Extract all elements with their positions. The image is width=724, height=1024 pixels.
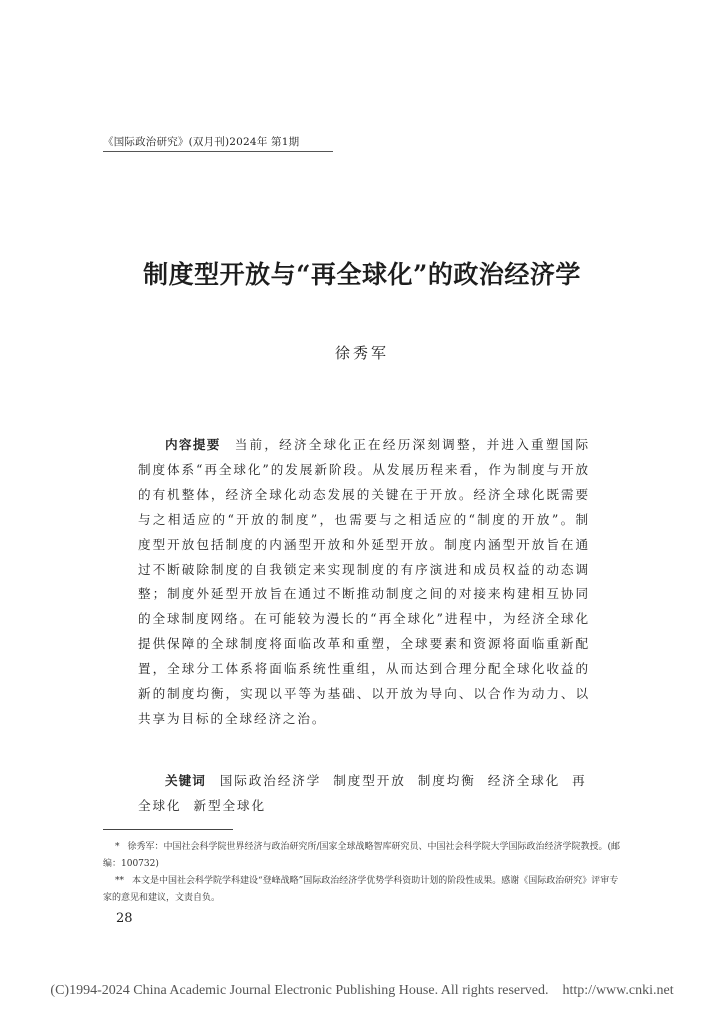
keyword: 国际政治经济学 [219, 773, 322, 788]
keyword: 再全球化 [138, 773, 587, 813]
footnote-mark: ** [115, 876, 124, 886]
abstract [138, 433, 590, 732]
abstract-label: 内容提要 [165, 437, 221, 452]
footnote-funding [103, 873, 623, 906]
footnote-divider [103, 829, 233, 830]
footnotes [103, 839, 623, 907]
copyright-notice [0, 981, 724, 1001]
author-name: 徐秀军 [334, 344, 389, 362]
copyright-text: (C)1994-2024 China Academic Journal Electronic Publishing House. All rights reserved. [50, 983, 549, 998]
keywords-label: 关键词 [165, 773, 206, 788]
keywords [138, 769, 590, 819]
article-title: 制度型开放与“再全球化”的政治经济学 [143, 260, 581, 289]
page-number: 28 [116, 911, 133, 926]
footnote-author [103, 839, 623, 872]
cnki-link[interactable]: http://www.cnki.net [562, 983, 674, 998]
footnote-text: 本文是中国社会科学院学科建设“登峰战略”国际政治经济学优势学科资助计划的阶段性成果。感谢《国际政治研究》评审专家的意见和建议，文责自负。 [103, 876, 619, 903]
abstract-text: 当前，经济全球化正在经历深刻调整，并进入重塑国际制度体系“再全球化”的发展新阶段。从发展历程来看，作为制度与开放的有机整体，经济全球化动态发展的关键在于开放。经济全球化既需要与之相适应的“开放的制度”，也需要与之相适应的“制度的开放”。制度型开放包括制度的内涵型开放和外延型开放。制度内涵型开放旨在通过不断破除制度的自我锁定来实现制度的有序演进和成员权益的动态调整；制度外延型开放旨在通过不断推动制度之间的对接来构建相互协同的全球制度网络。在可能较为漫长的“再全球化”进程中，为经济全球化提供保障的全球制度将面临改革和重塑，全球要素和资源将面临重新配置，全球分工体系将面临系统性重组，从而达到合理分配全球化收益的新的制度均衡，实现以平等为基础、以开放为导向、以合作为动力、以共享为目标的全球经济之治。 [138, 437, 591, 726]
running-header: 《国际政治研究》(双月刊)2024年 第1期 [103, 134, 333, 152]
keyword: 新型全球化 [193, 797, 266, 813]
footnote-text: 徐秀军：中国社会科学院世界经济与政治研究所/国家全球战略智库研究员、中国社会科学院大学国际政治经济学院教授。(邮编：100732) [103, 842, 621, 869]
keyword: 经济全球化 [487, 773, 561, 788]
footnote-mark: * [115, 842, 120, 852]
keyword: 制度型开放 [333, 773, 406, 788]
keyword: 制度均衡 [417, 773, 476, 788]
